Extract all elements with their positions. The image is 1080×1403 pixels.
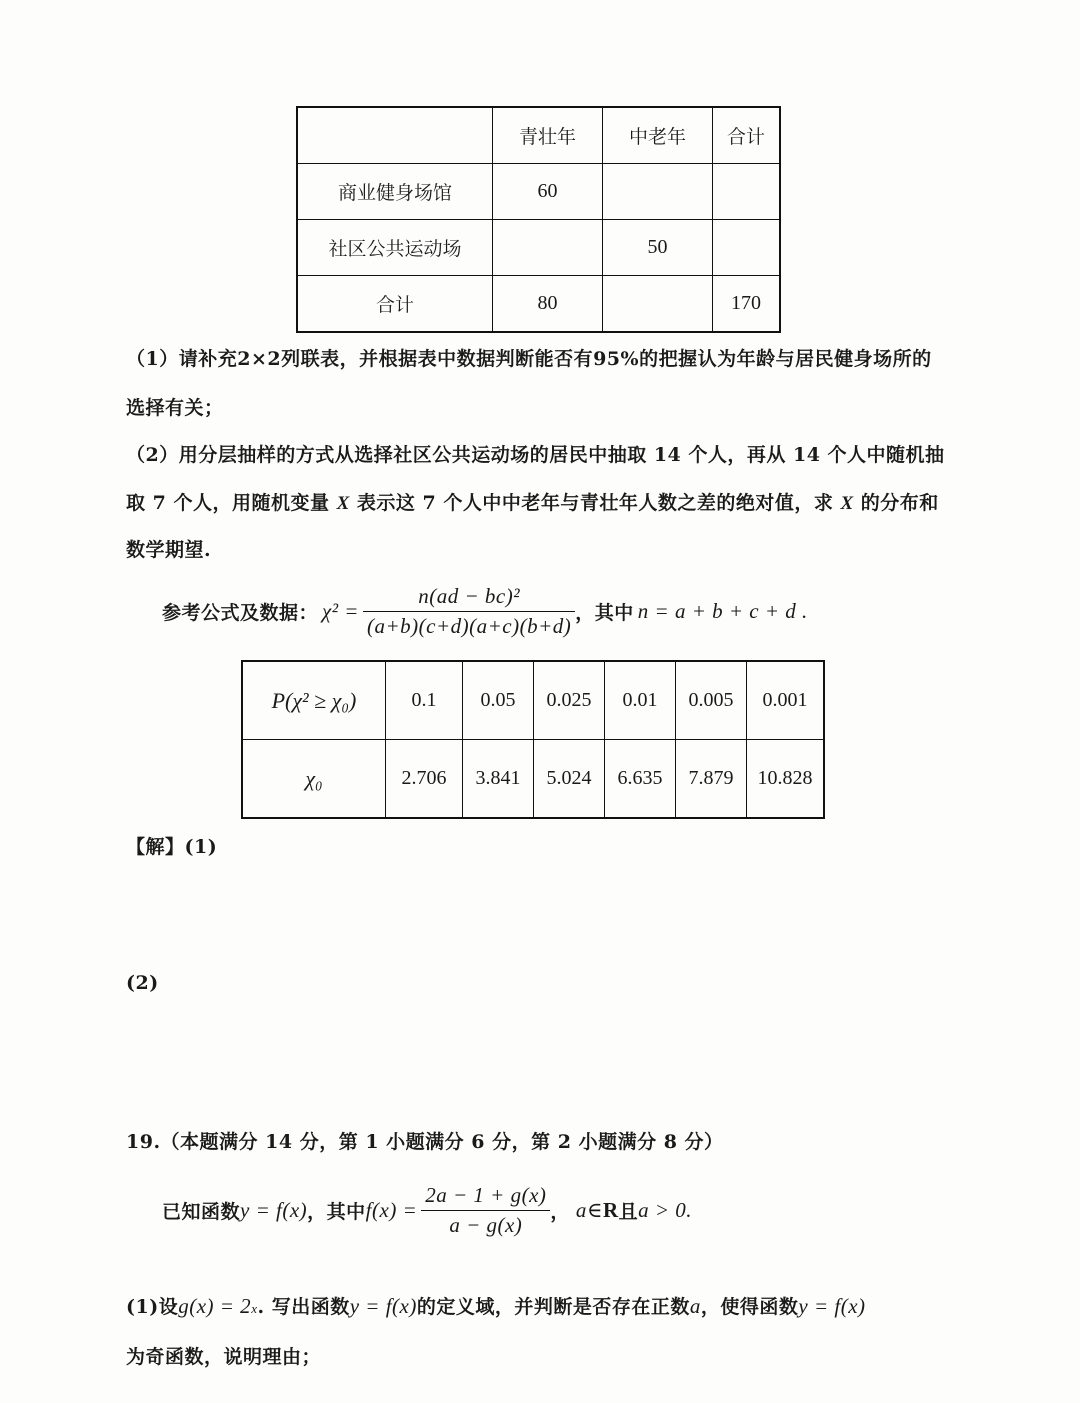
formula-suffix-math: n = a + b + c + d . bbox=[637, 599, 808, 623]
table-cell: 3.841 bbox=[463, 740, 534, 819]
table-row bbox=[242, 661, 824, 740]
row-label: 合计 bbox=[297, 276, 493, 333]
q19-function: y = f(x) bbox=[240, 1198, 308, 1222]
table-cell: 80 bbox=[493, 276, 603, 333]
question-19-part-1-line-2: 为奇函数，说明理由； bbox=[126, 1346, 322, 1368]
question-19-part-1-line-1 bbox=[126, 1292, 866, 1319]
gx-exponent: x bbox=[251, 1301, 258, 1316]
contingency-table bbox=[296, 106, 781, 333]
table-row bbox=[297, 276, 780, 333]
var-x: X bbox=[840, 493, 854, 514]
q19p1-text-c: 的定义域，并判断是否存在正数 bbox=[416, 1296, 690, 1318]
table-header-row bbox=[297, 107, 780, 164]
formula-denominator: (a+b)(c+d)(a+c)(b+d) bbox=[366, 614, 572, 638]
fraction-bar bbox=[363, 611, 575, 612]
fx-lhs: f(x) = bbox=[365, 1198, 418, 1222]
cond-and: 且 bbox=[618, 1201, 639, 1223]
question-2-line-2 bbox=[126, 488, 939, 515]
row-label: 社区公共运动场 bbox=[297, 220, 493, 276]
header-cell-empty bbox=[297, 107, 493, 164]
question-19-intro bbox=[162, 1183, 692, 1238]
chi-square-table bbox=[241, 660, 825, 819]
table-row bbox=[297, 164, 780, 220]
table-cell: 5.024 bbox=[534, 740, 605, 819]
question-1-line-1: （1）请补充2×2列联表，并根据表中数据判断能否有95%的把握认为年龄与居民健身场所的 bbox=[126, 348, 932, 370]
table-row bbox=[297, 220, 780, 276]
table-cell: 10.828 bbox=[747, 740, 825, 819]
formula-suffix-text: ，其中 bbox=[575, 602, 634, 624]
reference-formula bbox=[162, 584, 808, 639]
header-probability: P(χ² ≥ χ₀) bbox=[242, 661, 386, 740]
formula-numerator: n(ad − bc)² bbox=[418, 584, 521, 608]
table-cell: 6.635 bbox=[605, 740, 676, 819]
q19-text-a: 已知函数 bbox=[162, 1201, 241, 1223]
q19p1-text-a: (1)设 bbox=[126, 1296, 179, 1318]
formula-label: 参考公式及数据： bbox=[162, 602, 319, 624]
table-cell: 170 bbox=[713, 276, 781, 333]
q19p1-text-b: . 写出函数 bbox=[257, 1296, 350, 1318]
var-x: X bbox=[336, 493, 350, 514]
table-cell bbox=[603, 164, 713, 220]
q19p1-text-d: ，使得函数 bbox=[700, 1296, 799, 1318]
table-cell bbox=[603, 276, 713, 333]
table-cell bbox=[713, 220, 781, 276]
table-cell: 0.01 bbox=[605, 661, 676, 740]
table-cell: 0.005 bbox=[676, 661, 747, 740]
q2-text-c: 的分布和 bbox=[853, 492, 939, 514]
header-cell-young: 青壮年 bbox=[493, 107, 603, 164]
fx-denominator: a − g(x) bbox=[449, 1213, 523, 1237]
table-cell: 0.001 bbox=[747, 661, 825, 740]
cond-positive: a > 0. bbox=[638, 1198, 693, 1222]
fraction-bar bbox=[421, 1210, 550, 1211]
table-row bbox=[242, 740, 824, 819]
formula-lhs: χ² = bbox=[322, 599, 359, 623]
q19-text-b: ，其中 bbox=[307, 1201, 366, 1223]
table-cell: 60 bbox=[493, 164, 603, 220]
cond-var-a: a bbox=[575, 1198, 587, 1222]
fx-fraction bbox=[421, 1183, 550, 1238]
row-label: 商业健身场馆 bbox=[297, 164, 493, 220]
q19p1-var-a: a bbox=[689, 1294, 701, 1318]
cond-in: ∈ bbox=[586, 1198, 603, 1222]
table-cell: 7.879 bbox=[676, 740, 747, 819]
table-cell: 0.025 bbox=[534, 661, 605, 740]
q19-text-c: ， bbox=[550, 1201, 570, 1223]
table-cell: 2.706 bbox=[386, 740, 463, 819]
table-cell: 50 bbox=[603, 220, 713, 276]
table-cell: 0.1 bbox=[386, 661, 463, 740]
formula-fraction bbox=[363, 584, 575, 639]
q19p1-function-2: y = f(x) bbox=[798, 1294, 866, 1318]
header-critical-value: χ₀ bbox=[242, 740, 386, 819]
question-19-heading: 19.（本题满分 14 分，第 1 小题满分 6 分，第 2 小题满分 8 分） bbox=[126, 1131, 724, 1153]
table-cell bbox=[493, 220, 603, 276]
table-cell: 0.05 bbox=[463, 661, 534, 740]
solution-part-2: (2) bbox=[126, 972, 159, 994]
question-2-line-1: （2）用分层抽样的方式从选择社区公共运动场的居民中抽取 14 个人，再从 14 个人中随机抽 bbox=[126, 444, 945, 466]
q2-text-b: 表示这 7 个人中中老年与青壮年人数之差的绝对值，求 bbox=[349, 492, 841, 514]
cond-reals: R bbox=[602, 1198, 619, 1222]
solution-label: 【解】(1) bbox=[126, 836, 218, 858]
gx-definition: g(x) = 2 bbox=[178, 1294, 252, 1318]
table-cell bbox=[713, 164, 781, 220]
fx-numerator: 2a − 1 + g(x) bbox=[425, 1183, 547, 1207]
question-1-line-2: 选择有关； bbox=[126, 397, 224, 419]
q19p1-function: y = f(x) bbox=[349, 1294, 417, 1318]
header-cell-total: 合计 bbox=[713, 107, 781, 164]
header-cell-old: 中老年 bbox=[603, 107, 713, 164]
q2-text-a: 取 7 个人，用随机变量 bbox=[126, 492, 337, 514]
question-2-line-3: 数学期望. bbox=[126, 539, 212, 561]
